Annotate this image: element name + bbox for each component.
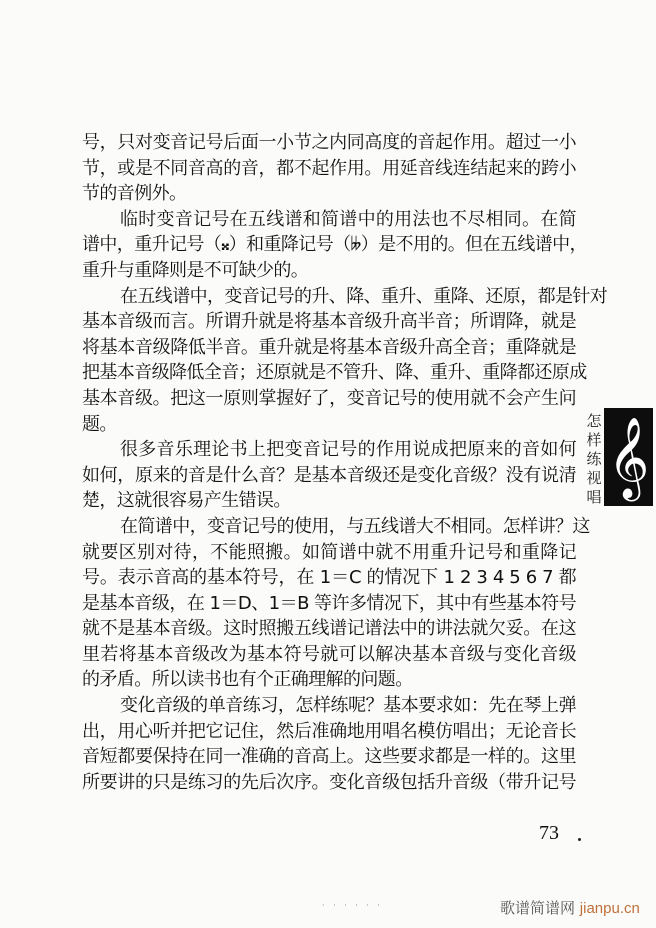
side-tab-label [585,412,603,507]
text-line: 节，或是不同音高的音，都不起作用。用延音线连结起来的跨小 [82,157,576,179]
text-line: 基本音级。把这一原则掌握好了，变音记号的使用就不会产生问 [82,387,576,409]
page-number: 73 [539,822,559,844]
treble-clef-icon: 𝄞 [607,416,650,498]
side-tab-char: 唱 [586,488,602,506]
text-line: 节的音例外。 [82,183,187,205]
text-line: 重升与重降则是不可缺少的。 [82,259,309,281]
watermark-url: jianpu.cn [579,900,640,917]
text-line: 变化音级的单音练习，怎样练呢？基本要求如：先在琴上弹 [120,695,576,717]
text-line: 如何，原来的音是什么音？是基本音级还是变化音级？没有说清 [82,464,576,486]
text-line: 将基本音级降低半音。重升就是将基本音级升高全音；重降就是 [82,336,576,358]
text-line: 的矛盾。所以读书也有个正确理解的问题。 [82,669,413,691]
side-tab-char: 练 [586,450,602,468]
text-line: 楚，这就很容易产生错误。 [82,490,291,512]
side-tab-char: 视 [586,469,602,487]
text-line: 就要区别对待，不能照搬。如简谱中就不用重升记号和重降记 [82,541,576,563]
text-line: 在五线谱中，变音记号的升、降、重升、重降、还原，都是针对 [120,285,608,307]
text-line: 号，只对变音记号后面一小节之内同高度的音起作用。超过一小 [82,132,576,153]
text-line: 就不是基本音级。这时照搬五线谱记谱法中的讲法就欠妥。在这 [82,618,576,640]
side-tab [604,408,653,506]
text-line: 出，用心听并把它记住，然后准确地用唱名模仿唱出；无论音长 [82,720,576,742]
text-line: 很多音乐理论书上把变音记号的作用说成把原来的音如何 [120,439,576,461]
text-line: 把基本音级降低全音；还原就是不管升、降、重升、重降都还原成 [82,362,587,384]
text-line: 临时变音记号在五线谱和简谱中的用法也不尽相同。在简 [120,208,576,230]
watermark [500,897,640,918]
watermark-site-name: 歌谱简谱网 [500,899,576,917]
scan-dots: · · · · · · [322,901,383,910]
side-tab-char: 怎 [586,412,602,430]
text-line: 所要讲的只是练习的先后次序。变化音级包括升音级（带升记号 [82,771,576,793]
body-text [82,130,608,795]
text-line: 在简谱中，变音记号的使用，与五线谱大不相同。怎样讲？这 [120,515,590,537]
text-line: 是基本音级，在 1＝D、1＝B 等许多情况下，其中有些基本符号 [82,592,576,614]
side-tab-char: 样 [586,431,602,449]
text-line: 音短都要保持在同一准确的音高上。这些要求都是一样的。这里 [82,746,576,768]
text-line: 里若将基本音级改为基本符号就可以解决基本音级与变化音级 [82,643,576,665]
text-line: 谱中，重升记号（𝄪）和重降记号（𝄫）是不用的。但在五线谱中， [82,234,587,256]
scan-speck [578,838,581,841]
text-line: 号。表示音高的基本符号，在 1＝C 的情况下 1 2 3 4 5 6 7 都 [82,567,576,589]
text-line: 基本音级而言。所谓升就是将基本音级升高半音；所谓降，就是 [82,311,576,333]
text-line: 题。 [82,413,117,435]
